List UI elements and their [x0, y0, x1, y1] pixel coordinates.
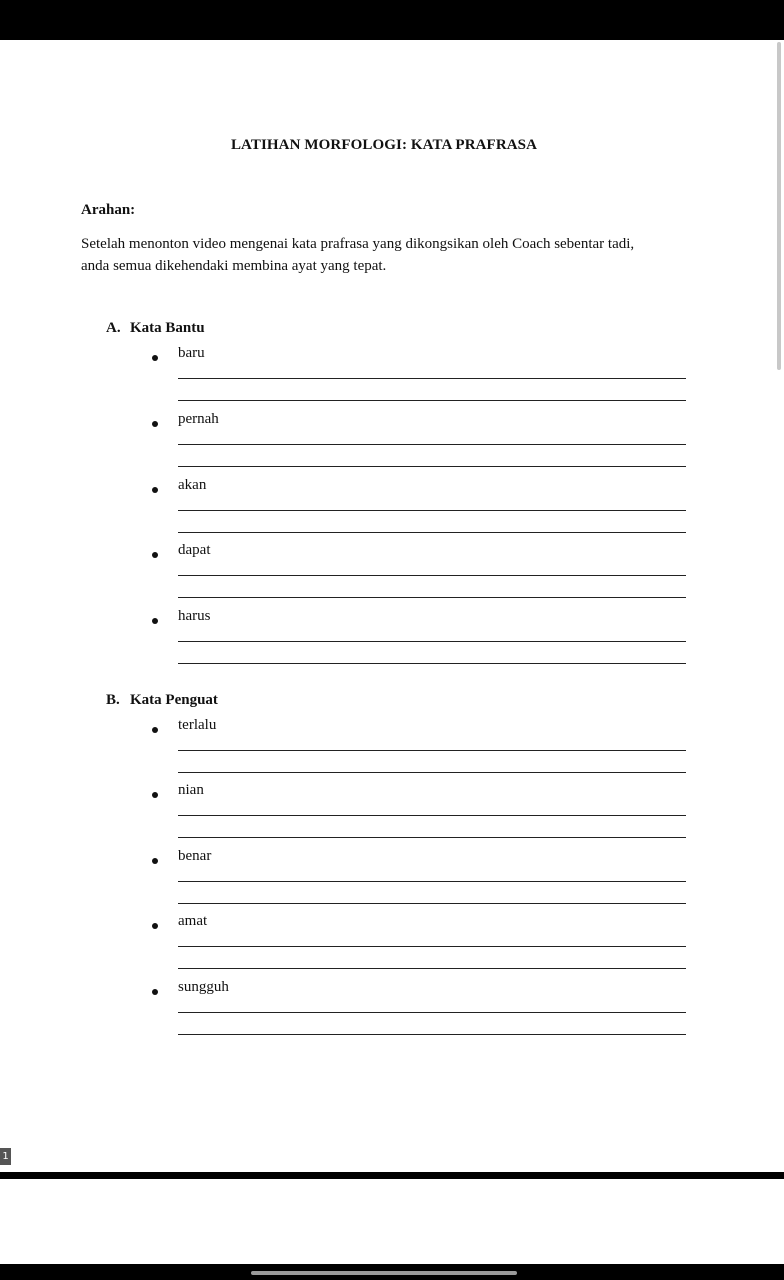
list-item	[152, 848, 692, 918]
intro-paragraph	[81, 233, 691, 277]
section-b-title: Kata Penguat	[130, 692, 218, 708]
answer-line	[178, 815, 686, 816]
list-item	[152, 411, 692, 481]
list-item	[152, 542, 692, 612]
answer-line	[178, 466, 686, 467]
section-a-heading	[106, 320, 205, 337]
intro-line-1: Setelah menonton video mengenai kata prafrasa yang dikongsikan oleh Coach sebentar tadi,	[81, 236, 635, 252]
item-word: akan	[178, 477, 207, 493]
page-divider	[0, 1172, 784, 1179]
bullet-icon	[152, 989, 158, 995]
answer-line	[178, 378, 686, 379]
bullet-icon	[152, 923, 158, 929]
intro-line-2: anda semua dikehendaki membina ayat yang tepat.	[81, 258, 387, 274]
list-item	[152, 782, 692, 852]
item-word: terlalu	[178, 717, 217, 733]
list-item	[152, 477, 692, 547]
answer-line	[178, 575, 686, 576]
next-page-area	[0, 1179, 784, 1264]
answer-line	[178, 1012, 686, 1013]
answer-line	[178, 903, 686, 904]
item-word: baru	[178, 345, 205, 361]
item-word: nian	[178, 782, 204, 798]
section-b-heading	[106, 692, 218, 709]
bullet-icon	[152, 727, 158, 733]
page-number-badge: 1	[0, 1148, 11, 1165]
section-a-letter: A.	[106, 320, 121, 336]
document-page[interactable]	[0, 40, 784, 1172]
item-word: benar	[178, 848, 212, 864]
answer-line	[178, 663, 686, 664]
item-word: harus	[178, 608, 211, 624]
document-title: LATIHAN MORFOLOGI: KATA PRAFRASA	[230, 137, 538, 153]
bullet-icon	[152, 421, 158, 427]
item-word: amat	[178, 913, 208, 929]
bullet-icon	[152, 792, 158, 798]
bullet-icon	[152, 552, 158, 558]
item-word: sungguh	[178, 979, 229, 995]
answer-line	[178, 968, 686, 969]
bullet-icon	[152, 618, 158, 624]
answer-line	[178, 946, 686, 947]
bullet-icon	[152, 858, 158, 864]
answer-line	[178, 750, 686, 751]
answer-line	[178, 597, 686, 598]
bullet-icon	[152, 355, 158, 361]
scrollbar-thumb[interactable]	[777, 42, 781, 370]
arahan-label: Arahan:	[81, 202, 136, 218]
answer-line	[178, 772, 686, 773]
item-word: dapat	[178, 542, 211, 558]
list-item	[152, 608, 692, 678]
list-item	[152, 913, 692, 983]
answer-line	[178, 510, 686, 511]
answer-line	[178, 881, 686, 882]
item-word: pernah	[178, 411, 219, 427]
answer-line	[178, 532, 686, 533]
list-item	[152, 979, 692, 1049]
bullet-icon	[152, 487, 158, 493]
section-b-letter: B.	[106, 692, 120, 708]
home-handle[interactable]	[251, 1271, 517, 1275]
answer-line	[178, 837, 686, 838]
list-item	[152, 717, 692, 787]
list-item	[152, 345, 692, 415]
answer-line	[178, 641, 686, 642]
status-bar	[0, 0, 784, 40]
section-a-title: Kata Bantu	[130, 320, 205, 336]
answer-line	[178, 400, 686, 401]
answer-line	[178, 1034, 686, 1035]
answer-line	[178, 444, 686, 445]
